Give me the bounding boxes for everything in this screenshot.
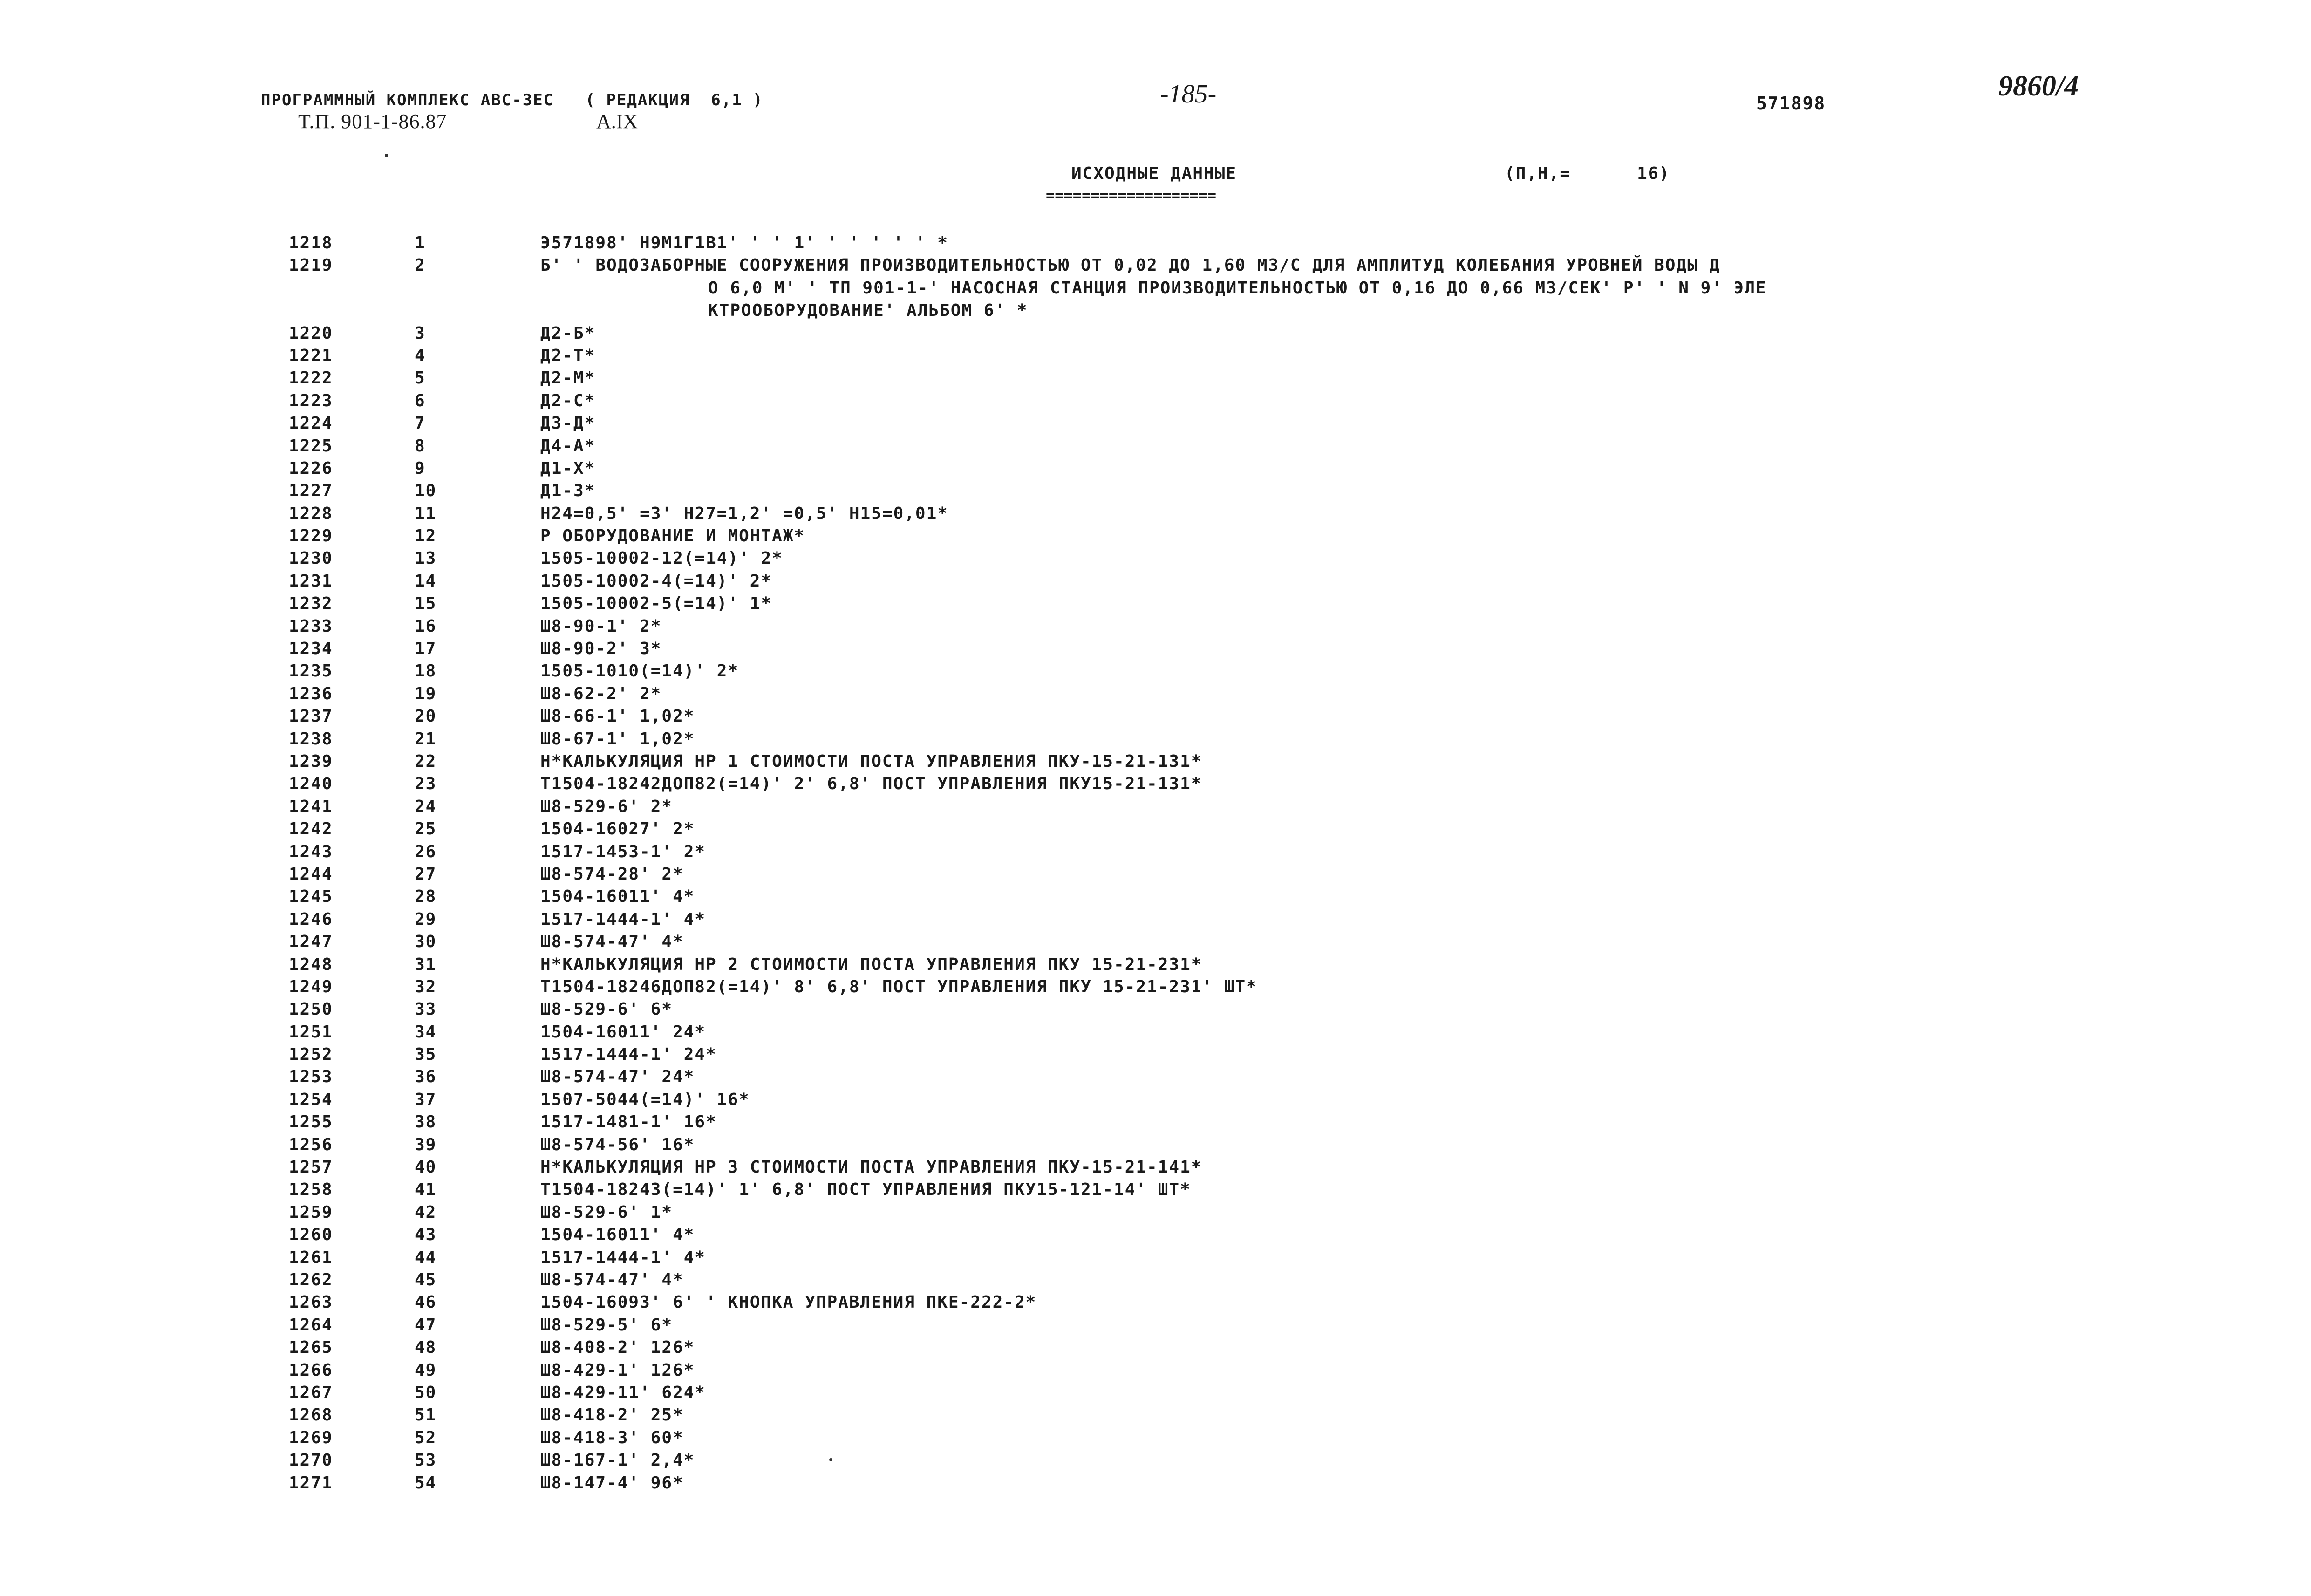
record-text-line: Н*КАЛЬКУЛЯЦИЯ НР 3 СТОИМОСТИ ПОСТА УПРАВЛЕНИЯ ПКУ-15-21-141* <box>540 1158 1202 1177</box>
table-row <box>289 345 2152 367</box>
record-text <box>540 480 2152 502</box>
table-row <box>289 480 2152 502</box>
line-number: 1247 <box>289 932 333 952</box>
line-number: 1256 <box>289 1135 333 1154</box>
record-text <box>540 570 2152 593</box>
line-number: 1230 <box>289 549 333 568</box>
line-number: 1236 <box>289 684 333 703</box>
record-index: 30 <box>415 932 437 952</box>
record-text <box>540 1066 2152 1088</box>
record-index: 25 <box>415 819 437 839</box>
record-text <box>540 796 2152 818</box>
line-number: 1260 <box>289 1225 333 1245</box>
record-text-line: 1505-10002-5(=14)' 1* <box>540 594 772 614</box>
record-text <box>540 232 2152 254</box>
record-text-line: Ш8-408-2' 126* <box>540 1338 695 1357</box>
table-row <box>289 1449 2152 1472</box>
table-row <box>289 908 2152 931</box>
record-text <box>540 390 2152 412</box>
line-number: 1243 <box>289 842 333 861</box>
record-index: 48 <box>415 1338 437 1357</box>
table-row <box>289 1089 2152 1111</box>
record-index: 7 <box>415 414 426 433</box>
page-number: -185- <box>1160 80 1217 109</box>
table-row <box>289 1359 2152 1382</box>
record-text <box>540 818 2152 840</box>
line-number: 1222 <box>289 368 333 388</box>
record-text <box>540 660 2152 682</box>
record-text-line: Н*КАЛЬКУЛЯЦИЯ НР 1 СТОИМОСТИ ПОСТА УПРАВЛЕНИЯ ПКУ-15-21-131* <box>540 752 1202 771</box>
record-text <box>540 1359 2152 1382</box>
record-text-line: Ш8-529-6' 1* <box>540 1202 673 1222</box>
record-index: 9 <box>415 458 426 478</box>
table-row <box>289 1247 2152 1269</box>
record-index: 22 <box>415 752 437 771</box>
record-text-line: Ш8-574-56' 16* <box>540 1135 695 1154</box>
record-text-line: 1504-16011' 4* <box>540 1225 695 1245</box>
record-text-line: 1517-1481-1' 16* <box>540 1112 717 1132</box>
line-number: 1245 <box>289 887 333 907</box>
record-text <box>540 525 2152 547</box>
record-text <box>540 412 2152 435</box>
record-text <box>540 1269 2152 1291</box>
record-text <box>540 1021 2152 1044</box>
record-text <box>540 1201 2152 1224</box>
record-text-line: Д1-Х* <box>540 458 596 478</box>
table-row <box>289 615 2152 638</box>
record-text <box>540 1404 2152 1426</box>
record-text-line: Ш8-574-47' 4* <box>540 932 684 952</box>
line-number: 1240 <box>289 774 333 794</box>
record-text <box>540 1382 2152 1404</box>
line-number: 1225 <box>289 436 333 456</box>
table-row <box>289 1021 2152 1044</box>
table-row <box>289 841 2152 863</box>
table-row <box>289 232 2152 254</box>
table-row <box>289 412 2152 435</box>
record-text-continuation: КТРООБОРУДОВАНИЕ' АЛЬБОМ 6' * <box>708 301 1028 321</box>
record-index: 24 <box>415 797 437 816</box>
table-row <box>289 1156 2152 1179</box>
line-number: 1219 <box>289 256 333 275</box>
table-row <box>289 705 2152 728</box>
record-index: 40 <box>415 1158 437 1177</box>
record-text <box>540 1314 2152 1337</box>
record-text-continuation: О 6,0 М' ' ТП 901-1-' НАСОСНАЯ СТАНЦИЯ ПРОИЗВОДИТЕЛЬНОСТЬЮ ОТ 0,16 ДО 0,66 М3/СЕК' Р' ' N 9' ЭЛЕ <box>708 278 1767 298</box>
record-text-line: Ш8-429-11' 624* <box>540 1383 706 1402</box>
record-text-line: Т1504-18243(=14)' 1' 6,8' ПОСТ УПРАВЛЕНИЯ ПКУ15-121-14' ШТ* <box>540 1180 1191 1200</box>
record-text-line: Ш8-90-2' 3* <box>540 639 662 659</box>
line-number: 1232 <box>289 594 333 614</box>
record-index: 34 <box>415 1022 437 1042</box>
record-text <box>540 593 2152 615</box>
line-number: 1238 <box>289 729 333 749</box>
line-number: 1265 <box>289 1338 333 1357</box>
line-number: 1221 <box>289 346 333 365</box>
record-index: 10 <box>415 481 437 501</box>
record-index: 21 <box>415 729 437 749</box>
table-row <box>289 750 2152 773</box>
record-text <box>540 457 2152 480</box>
line-number: 1228 <box>289 504 333 523</box>
table-row <box>289 976 2152 998</box>
record-text <box>540 954 2152 976</box>
table-row <box>289 1404 2152 1426</box>
record-text <box>540 547 2152 570</box>
line-number: 1263 <box>289 1293 333 1312</box>
section-underline: =================== <box>1046 186 1217 204</box>
data-listing <box>289 232 2152 1494</box>
record-text <box>540 638 2152 660</box>
line-number: 1259 <box>289 1202 333 1222</box>
section-params: (П,Н,= 16) <box>1505 164 1670 183</box>
record-text <box>540 705 2152 728</box>
line-number: 1235 <box>289 662 333 681</box>
table-row <box>289 1291 2152 1314</box>
record-text <box>540 1156 2152 1179</box>
album-number: А.IX <box>596 110 638 133</box>
record-index: 43 <box>415 1225 437 1245</box>
record-index: 27 <box>415 864 437 884</box>
record-index: 6 <box>415 391 426 410</box>
table-row <box>289 570 2152 593</box>
table-row <box>289 390 2152 412</box>
line-number: 1264 <box>289 1315 333 1335</box>
line-number: 1262 <box>289 1270 333 1289</box>
record-index: 15 <box>415 594 437 614</box>
record-text <box>540 503 2152 525</box>
record-text-line: Ш8-529-6' 6* <box>540 1000 673 1019</box>
record-text-line: Д3-Д* <box>540 414 596 433</box>
line-number: 1271 <box>289 1473 333 1493</box>
record-text <box>540 728 2152 750</box>
line-number: 1227 <box>289 481 333 501</box>
record-text-line: 1504-16027' 2* <box>540 819 695 839</box>
record-index: 8 <box>415 436 426 456</box>
record-index: 44 <box>415 1248 437 1267</box>
record-index: 1 <box>415 233 426 252</box>
line-number: 1248 <box>289 955 333 974</box>
table-row <box>289 773 2152 795</box>
record-text <box>540 1134 2152 1156</box>
record-text-line: Ш8-574-28' 2* <box>540 864 684 884</box>
record-index: 35 <box>415 1045 437 1064</box>
record-text-line: 1517-1453-1' 2* <box>540 842 706 861</box>
record-text <box>540 683 2152 705</box>
record-index: 46 <box>415 1293 437 1312</box>
record-text-line: Д1-3* <box>540 481 596 501</box>
record-text <box>540 1179 2152 1201</box>
record-text-line: 1517-1444-1' 24* <box>540 1045 717 1064</box>
table-row <box>289 660 2152 682</box>
handwritten-sheet-number: 9860/4 <box>1998 70 2079 102</box>
line-number: 1239 <box>289 752 333 771</box>
line-number: 1266 <box>289 1360 333 1380</box>
record-index: 53 <box>415 1451 437 1470</box>
record-index: 18 <box>415 662 437 681</box>
line-number: 1233 <box>289 616 333 636</box>
program-header: ПРОГРАММНЫЙ КОМПЛЕКС АВС-3ЕС ( РЕДАКЦИЯ 6,1 ) <box>261 91 764 109</box>
record-index: 26 <box>415 842 437 861</box>
line-number: 1249 <box>289 977 333 996</box>
table-row <box>289 593 2152 615</box>
record-index: 36 <box>415 1067 437 1087</box>
line-number: 1244 <box>289 864 333 884</box>
line-number: 1258 <box>289 1180 333 1200</box>
record-text-line: Ш8-529-5' 6* <box>540 1315 673 1335</box>
table-row <box>289 367 2152 389</box>
record-index: 4 <box>415 346 426 365</box>
record-text <box>540 908 2152 931</box>
document-code: 571898 <box>1756 93 1826 114</box>
record-text <box>540 1111 2152 1133</box>
record-index: 52 <box>415 1428 437 1447</box>
record-text-line: 1505-10002-12(=14)' 2* <box>540 549 783 568</box>
record-text <box>540 1224 2152 1246</box>
table-row <box>289 525 2152 547</box>
line-number: 1241 <box>289 797 333 816</box>
record-text-line: Б' ' ВОДОЗАБОРНЫЕ СООРУЖЕНИЯ ПРОИЗВОДИТЕЛЬНОСТЬЮ ОТ 0,02 ДО 1,60 М3/С ДЛЯ АМПЛИТУД КОЛЕБАНИЯ УРОВНЕЙ ВОДЫ Д <box>540 256 1721 275</box>
line-number: 1250 <box>289 1000 333 1019</box>
record-index: 2 <box>415 256 426 275</box>
line-number: 1254 <box>289 1090 333 1109</box>
record-text <box>540 345 2152 367</box>
record-index: 23 <box>415 774 437 794</box>
record-text <box>540 1089 2152 1111</box>
record-text-line: Д2-С* <box>540 391 596 410</box>
table-row <box>289 435 2152 457</box>
record-text <box>540 841 2152 863</box>
record-text <box>540 1044 2152 1066</box>
line-number: 1224 <box>289 414 333 433</box>
record-index: 11 <box>415 504 437 523</box>
record-text-line: Ш8-429-1' 126* <box>540 1360 695 1380</box>
record-text <box>540 886 2152 908</box>
table-row <box>289 1314 2152 1337</box>
table-row <box>289 1427 2152 1449</box>
line-number: 1261 <box>289 1248 333 1267</box>
line-number: 1253 <box>289 1067 333 1087</box>
record-index: 45 <box>415 1270 437 1289</box>
record-index: 14 <box>415 571 437 591</box>
record-text-line: 1507-5044(=14)' 16* <box>540 1090 750 1109</box>
record-index: 13 <box>415 549 437 568</box>
section-title: ИСХОДНЫЕ ДАННЫЕ <box>1071 164 1237 183</box>
table-row <box>289 683 2152 705</box>
record-text-line: 1504-16093' 6' ' КНОПКА УПРАВЛЕНИЯ ПКЕ-222-2* <box>540 1293 1037 1312</box>
line-number: 1218 <box>289 233 333 252</box>
table-row <box>289 254 2152 322</box>
table-row <box>289 1472 2152 1494</box>
line-number: 1251 <box>289 1022 333 1042</box>
record-text-line: Ш8-66-1' 1,02* <box>540 707 695 726</box>
record-text-line: Ш8-67-1' 1,02* <box>540 729 695 749</box>
record-text-line: Т1504-18242ДОП82(=14)' 2' 6,8' ПОСТ УПРАВЛЕНИЯ ПКУ15-21-131* <box>540 774 1202 794</box>
line-number: 1268 <box>289 1405 333 1425</box>
record-index: 28 <box>415 887 437 907</box>
record-text-line: Ш8-574-47' 4* <box>540 1270 684 1289</box>
line-number: 1257 <box>289 1158 333 1177</box>
record-text-line: Д2-Б* <box>540 323 596 343</box>
record-text-line: Ш8-529-6' 2* <box>540 797 673 816</box>
record-text <box>540 931 2152 953</box>
line-number: 1220 <box>289 323 333 343</box>
line-number: 1246 <box>289 909 333 929</box>
record-text <box>540 773 2152 795</box>
record-index: 32 <box>415 977 437 996</box>
record-text-line: Д4-А* <box>540 436 596 456</box>
record-index: 41 <box>415 1180 437 1200</box>
record-text-line: Ш8-62-2' 2* <box>540 684 662 703</box>
record-text-line: 1517-1444-1' 4* <box>540 909 706 929</box>
record-text-line: Ш8-147-4' 96* <box>540 1473 684 1493</box>
line-number: 1231 <box>289 571 333 591</box>
record-text <box>540 1337 2152 1359</box>
record-index: 37 <box>415 1090 437 1109</box>
line-number: 1226 <box>289 458 333 478</box>
record-text <box>540 1472 2152 1494</box>
line-number: 1269 <box>289 1428 333 1447</box>
record-text-line: Ш8-418-3' 60* <box>540 1428 684 1447</box>
table-row <box>289 1111 2152 1133</box>
table-row <box>289 1134 2152 1156</box>
record-index: 39 <box>415 1135 437 1154</box>
record-text <box>540 615 2152 638</box>
record-text <box>540 435 2152 457</box>
table-row <box>289 998 2152 1021</box>
record-index: 49 <box>415 1360 437 1380</box>
record-text <box>540 254 2152 322</box>
project-number: Т.П. 901-1-86.87 <box>298 110 447 133</box>
record-text <box>540 863 2152 886</box>
record-text-line: 1505-1010(=14)' 2* <box>540 662 739 681</box>
record-text-line: Д2-Т* <box>540 346 596 365</box>
record-text-line: Ш8-167-1' 2,4* <box>540 1451 695 1470</box>
record-text-line: Ш8-90-1' 2* <box>540 616 662 636</box>
record-text <box>540 1427 2152 1449</box>
table-row <box>289 1044 2152 1066</box>
table-row <box>289 1201 2152 1224</box>
record-index: 33 <box>415 1000 437 1019</box>
record-text <box>540 976 2152 998</box>
record-index: 50 <box>415 1383 437 1402</box>
record-index: 19 <box>415 684 437 703</box>
table-row <box>289 322 2152 345</box>
table-row <box>289 638 2152 660</box>
table-row <box>289 1179 2152 1201</box>
record-text <box>540 1291 2152 1314</box>
record-text-line: 1504-16011' 24* <box>540 1022 706 1042</box>
record-text-line: Э571898' Н9М1Г1В1' ' ' 1' ' ' ' ' ' * <box>540 233 948 252</box>
table-row <box>289 1066 2152 1088</box>
record-text-line: Т1504-18246ДОП82(=14)' 8' 6,8' ПОСТ УПРАВЛЕНИЯ ПКУ 15-21-231' ШТ* <box>540 977 1257 996</box>
record-text-line: Ш8-574-47' 24* <box>540 1067 695 1087</box>
table-row <box>289 1224 2152 1246</box>
table-row <box>289 1337 2152 1359</box>
record-index: 5 <box>415 368 426 388</box>
record-text <box>540 367 2152 389</box>
line-number: 1237 <box>289 707 333 726</box>
speck-dot <box>829 1458 832 1461</box>
record-index: 17 <box>415 639 437 659</box>
table-row <box>289 818 2152 840</box>
record-text-line: Д2-М* <box>540 368 596 388</box>
table-row <box>289 863 2152 886</box>
record-text-line: Н24=0,5' =3' Н27=1,2' =0,5' Н15=0,01* <box>540 504 948 523</box>
record-index: 54 <box>415 1473 437 1493</box>
record-index: 42 <box>415 1202 437 1222</box>
record-index: 47 <box>415 1315 437 1335</box>
record-text-line: Ш8-418-2' 25* <box>540 1405 684 1425</box>
line-number: 1255 <box>289 1112 333 1132</box>
record-index: 3 <box>415 323 426 343</box>
record-index: 16 <box>415 616 437 636</box>
record-text-line: Р ОБОРУДОВАНИЕ И МОНТАЖ* <box>540 526 805 546</box>
table-row <box>289 1269 2152 1291</box>
line-number: 1270 <box>289 1451 333 1470</box>
record-index: 31 <box>415 955 437 974</box>
line-number: 1234 <box>289 639 333 659</box>
table-row <box>289 954 2152 976</box>
record-index: 51 <box>415 1405 437 1425</box>
table-row <box>289 728 2152 750</box>
table-row <box>289 547 2152 570</box>
record-text <box>540 322 2152 345</box>
table-row <box>289 886 2152 908</box>
record-index: 20 <box>415 707 437 726</box>
line-number: 1252 <box>289 1045 333 1064</box>
record-text <box>540 1449 2152 1472</box>
record-text-line: Н*КАЛЬКУЛЯЦИЯ НР 2 СТОИМОСТИ ПОСТА УПРАВЛЕНИЯ ПКУ 15-21-231* <box>540 955 1202 974</box>
record-index: 12 <box>415 526 437 546</box>
speck-dot <box>385 154 388 157</box>
record-text <box>540 1247 2152 1269</box>
table-row <box>289 1382 2152 1404</box>
line-number: 1229 <box>289 526 333 546</box>
table-row <box>289 457 2152 480</box>
record-text <box>540 998 2152 1021</box>
record-text <box>540 750 2152 773</box>
table-row <box>289 796 2152 818</box>
record-text-line: 1504-16011' 4* <box>540 887 695 907</box>
table-row <box>289 503 2152 525</box>
record-index: 29 <box>415 909 437 929</box>
line-number: 1223 <box>289 391 333 410</box>
line-number: 1242 <box>289 819 333 839</box>
record-index: 38 <box>415 1112 437 1132</box>
record-text-line: 1505-10002-4(=14)' 2* <box>540 571 772 591</box>
record-text-line: 1517-1444-1' 4* <box>540 1248 706 1267</box>
table-row <box>289 931 2152 953</box>
line-number: 1267 <box>289 1383 333 1402</box>
